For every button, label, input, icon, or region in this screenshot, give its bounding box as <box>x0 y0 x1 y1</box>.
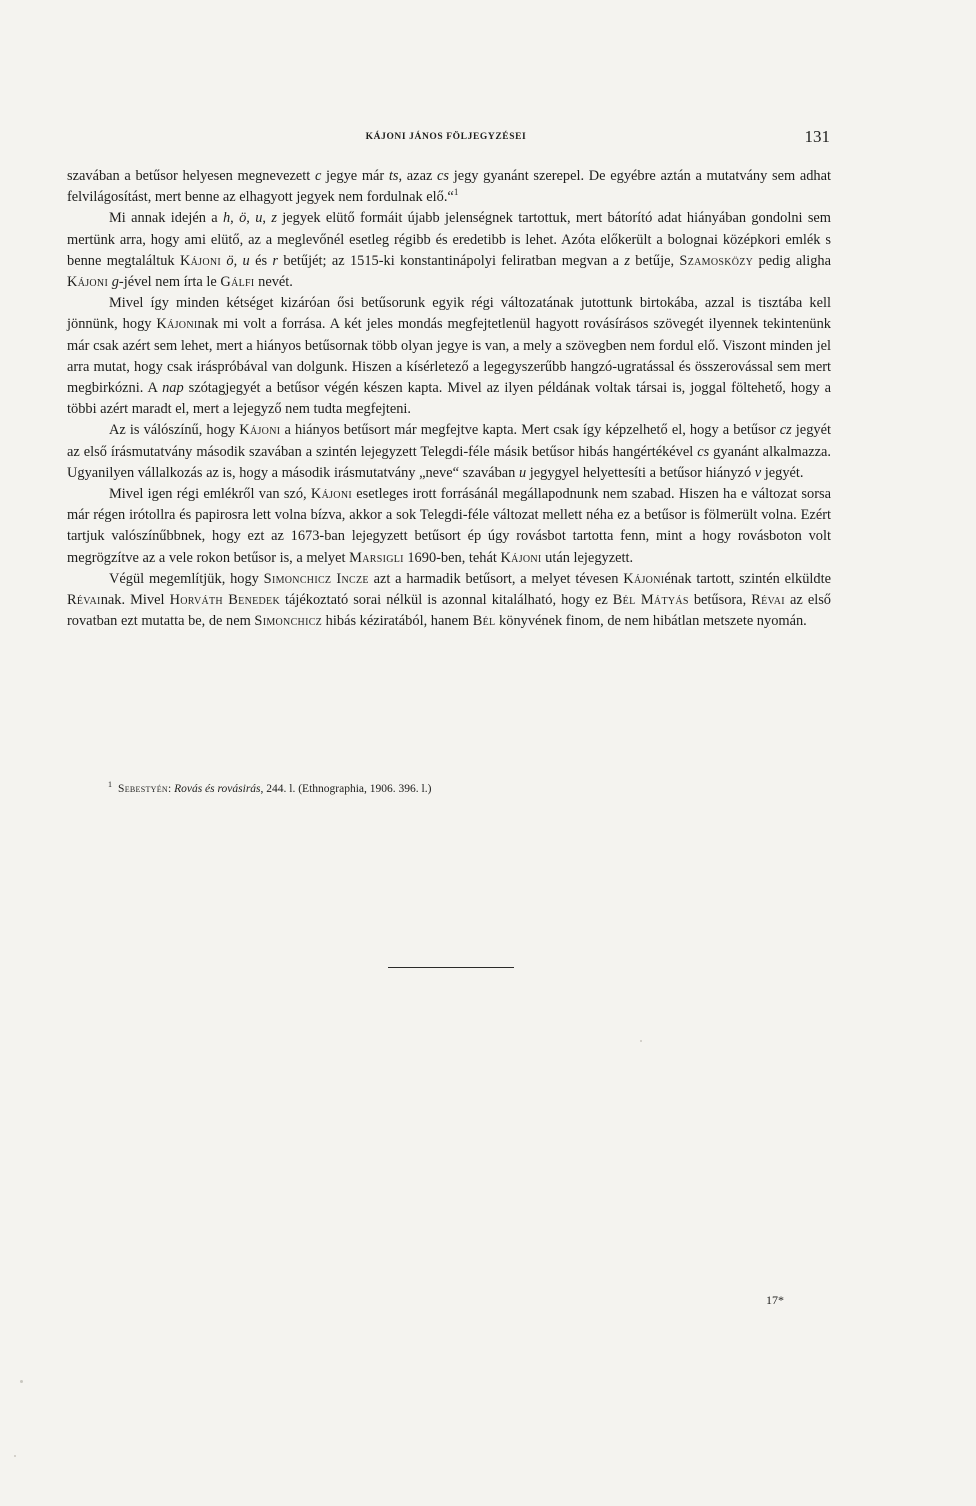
author-name: Révai <box>67 592 101 609</box>
italic-letter: ts <box>388 168 399 184</box>
text-run: -jével nem írta le <box>118 274 221 291</box>
footnote <box>108 781 808 797</box>
text-run: , <box>262 210 272 227</box>
footnote-text <box>118 783 431 795</box>
text-run: , <box>246 210 256 227</box>
text-run: , 244. l. (Ethnographia, 1906. 396. l.) <box>260 783 432 795</box>
italic-letter: u <box>242 252 250 269</box>
text-run: jegygyel helyettesíti a betűsor hiányzó <box>526 464 755 481</box>
end-rule <box>388 967 514 968</box>
italic-letter: u <box>518 464 527 481</box>
text-run: azt a harmadik betűsort, a melyet tévesen <box>368 570 624 587</box>
paragraph <box>67 569 831 633</box>
author-name: Kájoni <box>179 252 222 269</box>
author-name: Kájoni <box>239 422 281 439</box>
text-run: és <box>249 252 273 269</box>
author-name: Bél Mátyás <box>612 592 689 609</box>
author-name: Kájoni <box>310 486 352 503</box>
paragraph <box>67 484 831 569</box>
author-name: Gálfi <box>220 274 255 291</box>
italic-letter: u <box>255 210 263 227</box>
author-name: Horváth Benedek <box>169 592 280 609</box>
text-run: esetleges irott forrásánál megállapodnunk nem szabad. Hiszen ha e változat sorsa már régen irótollra és papirosra lett volna bízva, akkor a sok Telegdi-féle változat mellett néha ez a betűsor is fölmerült volna. Ezért tartjuk valószínűbbnek, hogy ezt az 1673-ban lejegyzett betűsort ép úgy rovásbot tartotta fenn, mint a hogy rovásboton volt megrögzítve az a vele rokon betűsor is, a melyet <box>67 486 831 566</box>
paragraph <box>67 293 831 420</box>
paper-speck <box>14 1455 16 1457</box>
running-head <box>62 128 830 148</box>
footnote-ref: 1 <box>453 187 459 198</box>
text-run: könyvének finom, de nem hibátlan metszete nyomán. <box>495 613 807 630</box>
text-run: : <box>167 783 175 795</box>
text-run: jegy gyanánt szerepel. De egyébre aztán a mutatvány sem adhat felvilágosítást, mert benne az elhagyott jegyek nem fordulnak elő.“ <box>67 168 831 206</box>
italic-letter: c <box>314 168 322 184</box>
text-run: jegye már <box>321 168 389 184</box>
text-run: Mi annak idején a <box>109 210 223 227</box>
author-name: Bél <box>472 613 496 630</box>
italic-letter: r <box>272 252 279 269</box>
text-run: hibás kéziratából, hanem <box>322 613 473 630</box>
text-run: nak. Mivel <box>100 592 170 609</box>
author-name: Simonchicz <box>254 613 323 630</box>
italic-letter: v <box>754 464 762 481</box>
italic-letter: cs <box>697 443 710 460</box>
text-run: 1690-ben, tehát <box>403 549 501 566</box>
paragraph <box>67 208 831 293</box>
text-run: jegyek elütő formáit újabb jelenségnek tartottuk, mert bátorító adat hiányában gondolni sem mertünk arra, hogy ami elütő, az a meglevőnél esetleg régibb és eredetibb is lehet. Azóta előkerült a bolognai középkori emlék s benne megtaláltuk <box>67 210 832 269</box>
text-run: szavában a betűsor helyesen megnevezett <box>67 168 315 184</box>
italic-letter: cs <box>437 168 450 184</box>
author-name: Kájoni <box>67 274 109 291</box>
text-run: , azaz <box>398 168 438 184</box>
italic-letter: z <box>271 210 277 227</box>
text-run: betűsora, <box>688 592 752 609</box>
paper-speck <box>20 1380 23 1383</box>
author-name: Simonchicz Incze <box>263 570 369 587</box>
text-run: az első rovatban ezt mutatta be, de nem <box>67 592 832 630</box>
text-run: Mivel így minden kétséget kizáróan ősi betűsorunk egyik régi változatának jutottunk birtokába, azzal is tisztába kell jönnünk, hogy <box>67 295 831 333</box>
italic-letter: h <box>222 210 231 227</box>
text-run: tájékoztató sorai nélkül is azonnal kitalálható, hogy ez <box>279 592 613 609</box>
text-run: nevét. <box>254 274 293 291</box>
italic-letter: Rovás és rovásirás <box>174 783 261 795</box>
author-name: Szamosközy <box>679 252 754 269</box>
author-name: Kájoni <box>623 570 665 587</box>
text-run: szótagjegyét a betűsor végén készen kapta. Mivel az ilyen példának voltak társai is, joggal föltehető, hogy a többi azért maradt el, mert a lejegyző nem tudta megfejteni. <box>67 380 831 418</box>
text-run: betűje, <box>629 252 680 269</box>
footnote-number: 1 <box>108 780 112 790</box>
text-run: nak mi volt a forrása. A két jeles mondás megfejtetlenül hagyott rovásírásos szövegét ilyennek tekintenünk már csak azért sem lehet, mert a hiányos betűsornak több olyan jegye is van, a mely a szövegben nem fordul elő. Viszont minden jel arra mutat, hogy csak iráspróbával van dolgunk. Hiszen a kísérletező a legegyszerűbb hangzó-ugratással és összerovással sem mert megbirkózni. A <box>67 316 831 397</box>
text-run: a hiányos betűsort már megfejtve kapta. Mert csak így képzelhető el, hogy a betűsor <box>280 422 780 439</box>
author-name: Kájoni <box>156 316 198 333</box>
italic-letter: ö <box>226 252 234 269</box>
text-run: pedig aligha <box>753 252 831 269</box>
italic-letter: cz <box>779 422 792 439</box>
text-run: gyanánt alkalmazza. Ugyanilyen vállalkozás az is, hogy a második irásmutatvány „neve“ szavában <box>67 443 831 481</box>
page-number: 131 <box>804 127 830 146</box>
author-name: Kájoni <box>500 549 542 566</box>
text-run: , <box>233 252 243 269</box>
text-run: Az is válószínű, hogy <box>109 422 240 439</box>
author-name: Sebestyén <box>118 783 168 795</box>
text-run: énak tartott, szintén elküldte <box>664 570 831 587</box>
text-run: Mivel igen régi emlékről van szó, <box>109 486 311 503</box>
author-name: Révai <box>751 592 785 609</box>
paper-speck <box>640 1040 642 1042</box>
italic-letter: ö <box>239 210 247 227</box>
text-run: betűjét; az 1515-ki konstantinápolyi feliratban megvan a <box>278 252 625 269</box>
paragraph <box>67 166 831 208</box>
paragraph <box>67 420 831 484</box>
text-run: jegyét az első írásmutatvány második szavában a szintén lejegyzett Telegdi-féle másik betűsor hibás hangértékével <box>67 422 831 460</box>
text-run: jegyét. <box>761 464 804 481</box>
italic-letter: nap <box>162 380 184 397</box>
author-name: Marsigli <box>349 549 404 566</box>
body-text <box>67 166 831 632</box>
text-run: , <box>230 210 240 227</box>
text-run: Végül megemlítjük, hogy <box>109 570 264 587</box>
text-run: után lejegyzett. <box>541 549 634 566</box>
running-title: KÁJONI JÁNOS FÖLJEGYZÉSEI <box>365 132 527 142</box>
italic-letter: z <box>624 252 630 269</box>
signature-mark: 17* <box>766 1293 784 1307</box>
italic-letter: g <box>111 274 119 291</box>
